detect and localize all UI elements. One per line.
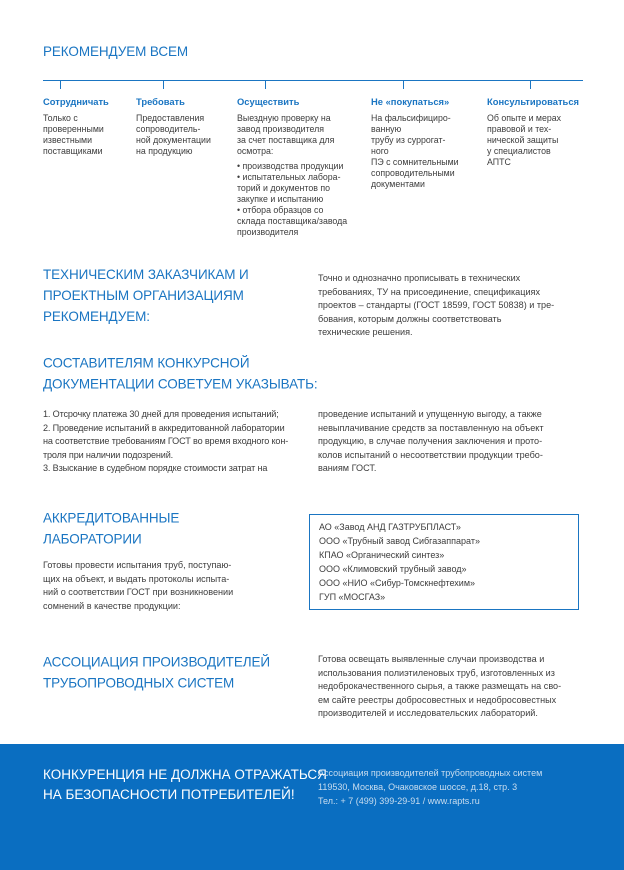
tender-text-right: проведение испытаний и упущенную выгоду, а также невыплачивание средств за поставленную на объект продукцию, в случае получения заключения и прото- колов испытаний о несоответствии продукции требо- ваниям ГОСТ.: [318, 409, 544, 473]
column-title-cooperate: Сотрудничать: [43, 96, 109, 107]
technical-text: Точно и однозначно прописывать в технических требованиях, ТУ на присоединение, спецификациях проектов – стандарты (ГОСТ 18599, ГОСТ 50838) и тре- бования, которым должны соответствовать технические решения.: [318, 273, 555, 337]
column-body-inspect: Выездную проверку на завод производителя за счет поставщика для осмотра: • производства продукции • испытательных лабора- торий и документов по закупке и испытанию • отбора образцов со склада поставщика/завода производителя: [237, 113, 348, 237]
column-title-dont-buy: Не «покупаться»: [371, 96, 450, 107]
bullet-item: • отбора образцов со: [237, 205, 324, 215]
recommend-title: РЕКОМЕНДУЕМ ВСЕМ: [43, 43, 189, 60]
labs-list-box: [309, 514, 579, 610]
column-title-inspect: Осуществить: [237, 96, 300, 107]
labs-text: Готовы провести испытания труб, поступаю- щих на объект, и выдать протоколы испыта- ний о соответствии ГОСТ при возникновении сомнений в качестве продукции:: [43, 560, 234, 611]
timeline-line: [43, 80, 583, 81]
timeline-tick: [60, 80, 61, 89]
timeline-tick: [163, 80, 164, 89]
association-text: Готова освещать выявленные случаи производства и использования полиэтиленовых труб, изготовленных из недоброкачественного сырья, а также размещать на сво- ем сайте реестры добросовестных и недобросовестных производителей и исследовательских лабораторий.: [318, 654, 562, 718]
timeline-tick: [403, 80, 404, 89]
bullet-item: • испытательных лабора-: [237, 172, 341, 182]
tender-text-left: 1. Отсрочку платежа 30 дней для проведения испытаний; 2. Проведение испытаний в аккредитованной лаборатории на соответствие требованиям ГОСТ во время входного кон- троля при наличии подозрений. 3. Взыскание в судебном порядке стоимости затрат на: [43, 409, 289, 473]
list-item: ООО «Трубный завод Сибгазаппарат»: [319, 536, 480, 546]
footer-org-name: Ассоциация производителей трубопроводных систем: [318, 768, 543, 778]
footer-phone-link[interactable]: Тел.: + 7 (499) 399-29-91 / www.rapts.ru: [318, 796, 480, 806]
technical-title: ТЕХНИЧЕСКИМ ЗАКАЗЧИКАМ И ПРОЕКТНЫМ ОРГАНИЗАЦИЯМ РЕКОМЕНДУЕМ:: [43, 266, 249, 325]
bullet-item: • производства продукции: [237, 161, 344, 171]
footer-address: 119530, Москва, Очаковское шоссе, д.18, стр. 3: [318, 782, 518, 792]
timeline-tick: [530, 80, 531, 89]
footer-contacts: [318, 766, 542, 808]
column-body-consult: Об опыте и мерах правовой и тех- нической защиты у специалистов АПТС: [487, 113, 562, 167]
column-title-require: Требовать: [136, 96, 185, 107]
column-body-dont-buy: На фальсифициро- ванную трубу из суррогат- ного ПЭ с сомнительными сопроводительными документами: [371, 113, 459, 189]
footer-slogan: КОНКУРЕНЦИЯ НЕ ДОЛЖНА ОТРАЖАТЬСЯ НА БЕЗОПАСНОСТИ ПОТРЕБИТЕЛЕЙ!: [43, 767, 327, 802]
labs-title: АККРЕДИТОВАННЫЕ ЛАБОРАТОРИИ: [43, 510, 180, 547]
list-item: ООО «НИО «Сибур-Томскнефтехим»: [319, 578, 476, 588]
timeline-tick: [265, 80, 266, 89]
tender-title: СОСТАВИТЕЛЯМ КОНКУРСНОЙ ДОКУМЕНТАЦИИ СОВЕТУЕМ УКАЗЫВАТЬ:: [43, 355, 318, 392]
column-body-cooperate: Только с проверенными известными поставщиками: [43, 113, 104, 156]
list-item: КПАО «Органический синтез»: [319, 550, 445, 560]
list-item: ГУП «МОСГАЗ»: [319, 592, 386, 602]
list-item: АО «Завод АНД ГАЗТРУБПЛАСТ»: [319, 522, 461, 532]
column-title-consult: Консультироваться: [487, 96, 580, 107]
list-item: ООО «Климовский трубный завод»: [319, 564, 467, 574]
column-body-require: Предоставления сопроводитель- ной документации на продукцию: [136, 113, 211, 156]
association-title: АССОЦИАЦИЯ ПРОИЗВОДИТЕЛЕЙ ТРУБОПРОВОДНЫХ СИСТЕМ: [43, 654, 270, 691]
footer-banner: [0, 744, 624, 870]
